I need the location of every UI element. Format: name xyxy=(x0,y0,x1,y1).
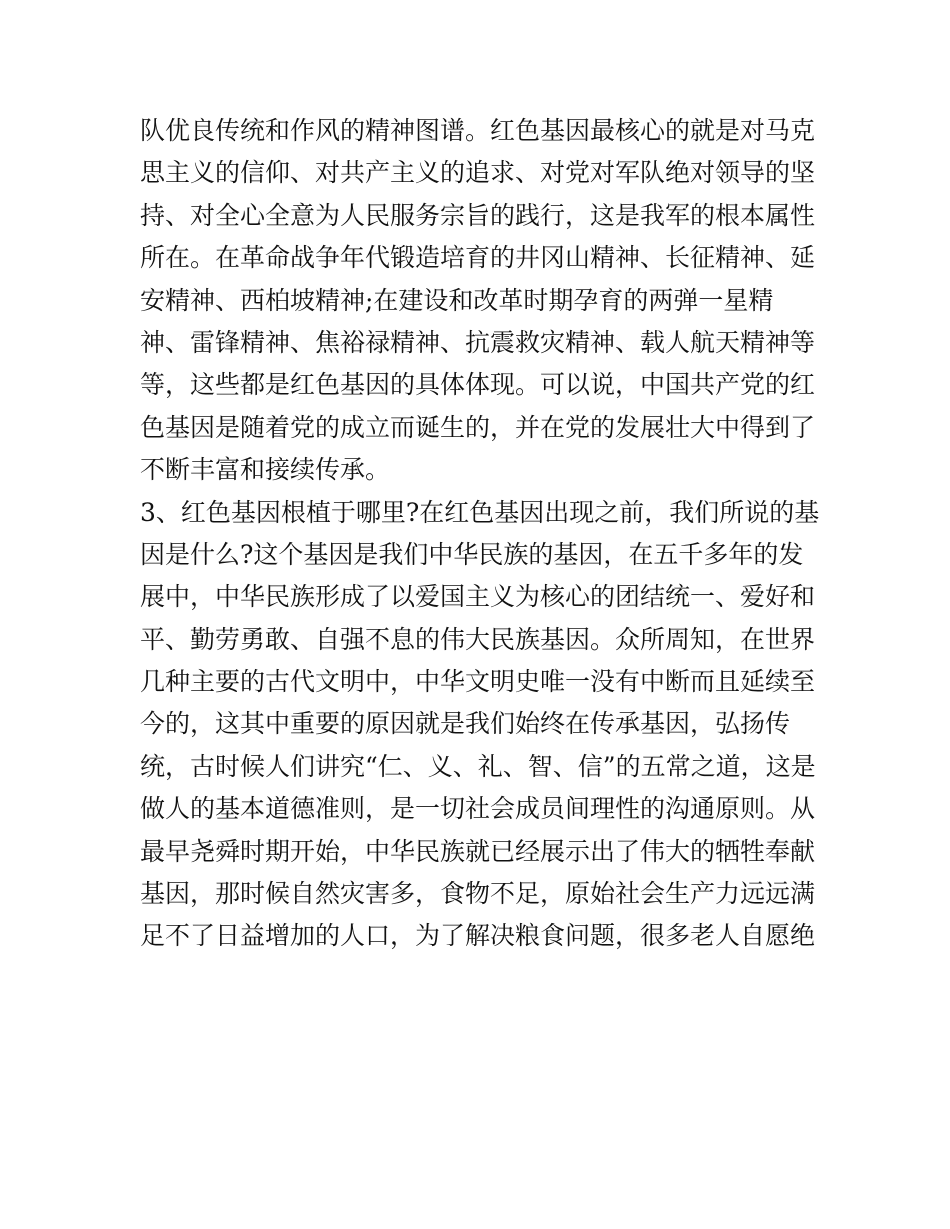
text-line: 平、勤劳勇敢、自强不息的伟大民族基因。众所周知，在世界 xyxy=(140,624,816,654)
text-line: 所在。在革命战争年代锻造培育的井冈山精神、长征精神、延 xyxy=(140,243,816,273)
text-line: 展中，中华民族形成了以爱国主义为核心的团结统一、爱好和 xyxy=(140,582,816,612)
body-text xyxy=(140,110,820,958)
text-line: 3、红色基因根植于哪里?在红色基因出现之前，我们所说的基 xyxy=(140,497,820,527)
text-line: 今的，这其中重要的原因就是我们始终在传承基因，弘扬传 xyxy=(140,709,791,739)
text-line: 队优良传统和作风的精神图谱。红色基因最核心的就是对马克 xyxy=(140,116,816,145)
text-line: 基因，那时候自然灾害多，食物不足，原始社会生产力远远满 xyxy=(140,879,816,909)
text-line: 做人的基本道德准则，是一切社会成员间理性的沟通原则。从 xyxy=(140,794,816,824)
text-line: 色基因是随着党的成立而诞生的，并在党的发展壮大中得到了 xyxy=(140,412,816,442)
text-line: 统，古时候人们讲究“仁、义、礼、智、信”的五常之道，这是 xyxy=(140,751,816,781)
text-line: 持、对全心全意为人民服务宗旨的践行，这是我军的根本属性 xyxy=(140,200,816,230)
text-line: 最早尧舜时期开始，中华民族就已经展示出了伟大的牺牲奉献 xyxy=(140,836,816,866)
text-line: 不断丰富和接续传承。 xyxy=(140,455,391,485)
text-line: 神、雷锋精神、焦裕禄精神、抗震救灾精神、载人航天精神等 xyxy=(140,327,816,357)
text-line: 因是什么?这个基因是我们中华民族的基因，在五千多年的发 xyxy=(140,539,804,569)
text-line: 思主义的信仰、对共产主义的追求、对党对军队绝对领导的坚 xyxy=(140,158,816,188)
text-line: 足不了日益增加的人口，为了解决粮食问题，很多老人自愿绝 xyxy=(140,921,816,951)
text-line: 等，这些都是红色基因的具体体现。可以说，中国共产党的红 xyxy=(140,370,816,400)
text-line: 安精神、西柏坡精神;在建设和改革时期孕育的两弹一星精 xyxy=(140,285,774,315)
text-line: 几种主要的古代文明中，中华文明史唯一没有中断而且延续至 xyxy=(140,667,816,697)
